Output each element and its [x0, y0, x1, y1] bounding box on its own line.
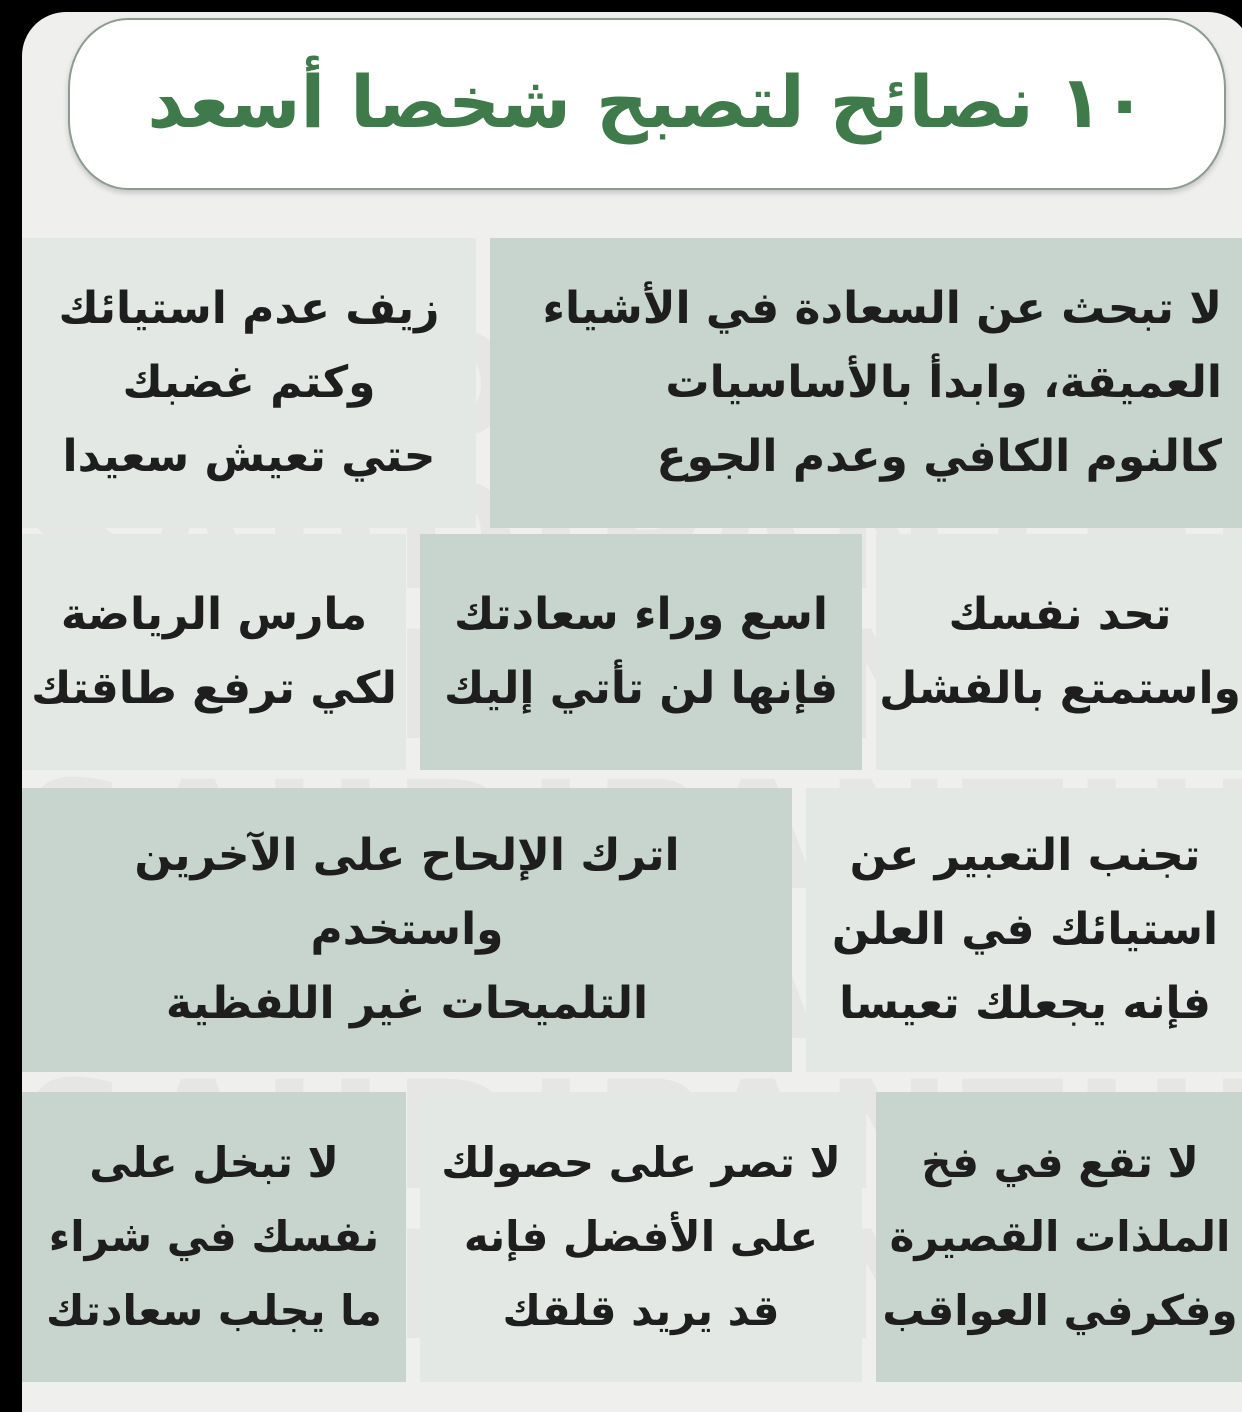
tip-box-10 — [22, 1092, 406, 1382]
tip-6-line-1: تجنب التعبير عن — [849, 830, 1201, 881]
tip-9-line-2: على الأفضل فإنه — [463, 1212, 819, 1261]
page-title: ١٠ نصائح لتصبح شخصا أسعد — [147, 60, 1147, 144]
tip-box-7 — [22, 788, 792, 1072]
tip-1-line-2: العميقة، وابدأ بالأساسيات — [665, 357, 1222, 408]
infographic-card — [22, 12, 1242, 1412]
tip-8-line-2: الملذات القصيرة — [889, 1212, 1231, 1261]
tip-box-2 — [22, 238, 476, 528]
tip-box-4 — [420, 534, 862, 770]
tip-2-line-3: حتي تعيش سعيدا — [62, 431, 436, 482]
tip-5-line-2: لكي ترفع طاقتك — [31, 663, 397, 714]
tip-10-line-2: نفسك في شراء — [48, 1212, 380, 1261]
tip-1-line-3: كالنوم الكافي وعدم الجوع — [656, 431, 1222, 482]
tip-box-3 — [876, 534, 1242, 770]
tip-4-line-1: اسع وراء سعادتك — [454, 589, 828, 640]
tip-6-line-2: استيائك في العلن — [831, 904, 1219, 955]
title-banner — [68, 18, 1226, 190]
tip-4-line-2: فإنها لن تأتي إليك — [443, 663, 839, 714]
tip-5-line-1: مارس الرياضة — [60, 589, 368, 640]
tip-3-line-1: تحد نفسك — [948, 589, 1172, 640]
tip-6-line-3: فإنه يجعلك تعيسا — [839, 978, 1211, 1029]
tip-8-line-1: لا تقع في فخ — [921, 1138, 1199, 1187]
tip-10-line-1: لا تبخل على — [89, 1138, 339, 1187]
tip-7-line-2: واستخدم — [310, 904, 504, 955]
tip-box-5 — [22, 534, 406, 770]
tip-box-9 — [420, 1092, 862, 1382]
tip-3-line-2: واستمتع بالفشل — [879, 663, 1241, 714]
tip-8-line-3: وفكرفي العواقب — [882, 1286, 1238, 1335]
tip-2-line-2: وكتم غضبك — [122, 357, 376, 408]
tip-box-1 — [490, 238, 1242, 528]
tip-box-8 — [876, 1092, 1242, 1382]
tip-1-line-1: لا تبحث عن السعادة في الأشياء — [542, 283, 1222, 334]
tip-2-line-1: زيف عدم استيائك — [58, 283, 440, 334]
tip-9-line-1: لا تصر على حصولك — [441, 1138, 841, 1187]
tip-7-line-3: التلميحات غير اللفظية — [165, 978, 649, 1029]
tip-7-line-1: اترك الإلحاح على الآخرين — [134, 830, 680, 881]
tip-9-line-3: قد يريد قلقك — [502, 1286, 780, 1335]
tip-box-6 — [806, 788, 1242, 1072]
tip-10-line-3: ما يجلب سعادتك — [46, 1286, 382, 1335]
